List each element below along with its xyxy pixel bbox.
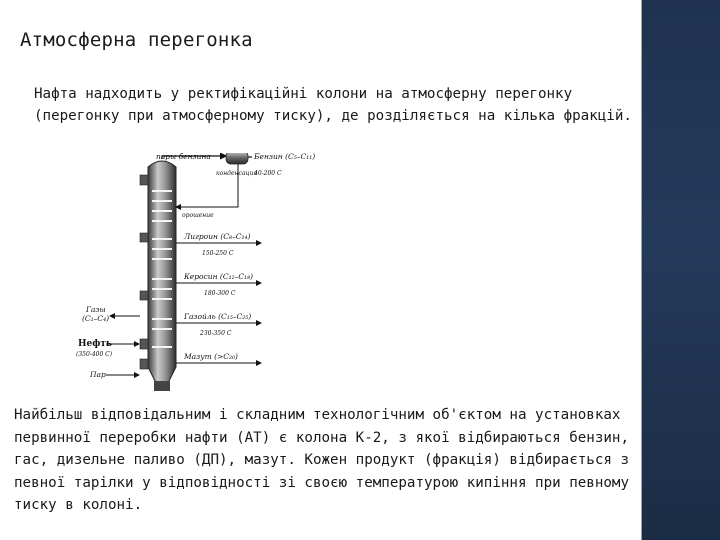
- label-vapors: пары бензина: [156, 153, 211, 161]
- output-temp-gasoil: 230-350 С: [200, 330, 232, 337]
- sidebar-divider: [641, 0, 642, 540]
- body-paragraph: Найбільш відповідальним і складним технологічним об'єктом на установках первинної переробки нафти (АТ) є колона К-2, з якої відбираються бензин, гас, дизельне паливо (ДП), мазут. Кожен продукт (фракція) відбирається з певної тарілки у відповідності зі своєю температурою кипіння при певному тиску в колоні.: [14, 407, 629, 513]
- condenser: [226, 153, 248, 164]
- label-condensation: конденсация: [216, 170, 258, 177]
- label-oil: Нефть: [78, 339, 113, 349]
- output-temp-ligroin: 150-250 С: [202, 250, 234, 257]
- decorative-sidebar: [641, 0, 720, 540]
- label-gases: Газы: [86, 305, 106, 314]
- column-flanges: [140, 175, 148, 369]
- output-temp-gasoline: 40-200 С: [254, 170, 282, 177]
- column-svg: [76, 153, 346, 393]
- slide-title: Атмосферна перегонка: [20, 29, 253, 51]
- label-gases-formula: (C₁–C₄): [82, 314, 110, 323]
- label-steam: Пар: [90, 370, 106, 379]
- column-base: [154, 381, 170, 391]
- intro-paragraph: Нафта надходить у ректифікаційні колони на атмосферну перегонку (перегонку при атмосферному тиску), де розділяється на кілька фракцій.: [34, 86, 632, 124]
- column-body: [148, 161, 176, 383]
- output-label-gasoline: Бензин (C₅–C₁₁): [254, 153, 316, 161]
- output-label-kerosene: Керосин (C₁₂–C₁₈): [184, 272, 254, 281]
- label-reflux: орошение: [182, 212, 214, 219]
- output-label-gasoil: Газойль (C₁₅–C₂₅): [184, 312, 252, 321]
- output-label-ligroin: Лигроин (C₈–C₁₄): [184, 232, 251, 241]
- label-oil-temp: (350-400 C): [76, 351, 113, 358]
- output-temp-kerosene: 180-300 С: [204, 290, 236, 297]
- output-label-fuel-oil: Мазут (>C₂₀): [184, 352, 238, 361]
- distillation-column-diagram: [76, 153, 346, 393]
